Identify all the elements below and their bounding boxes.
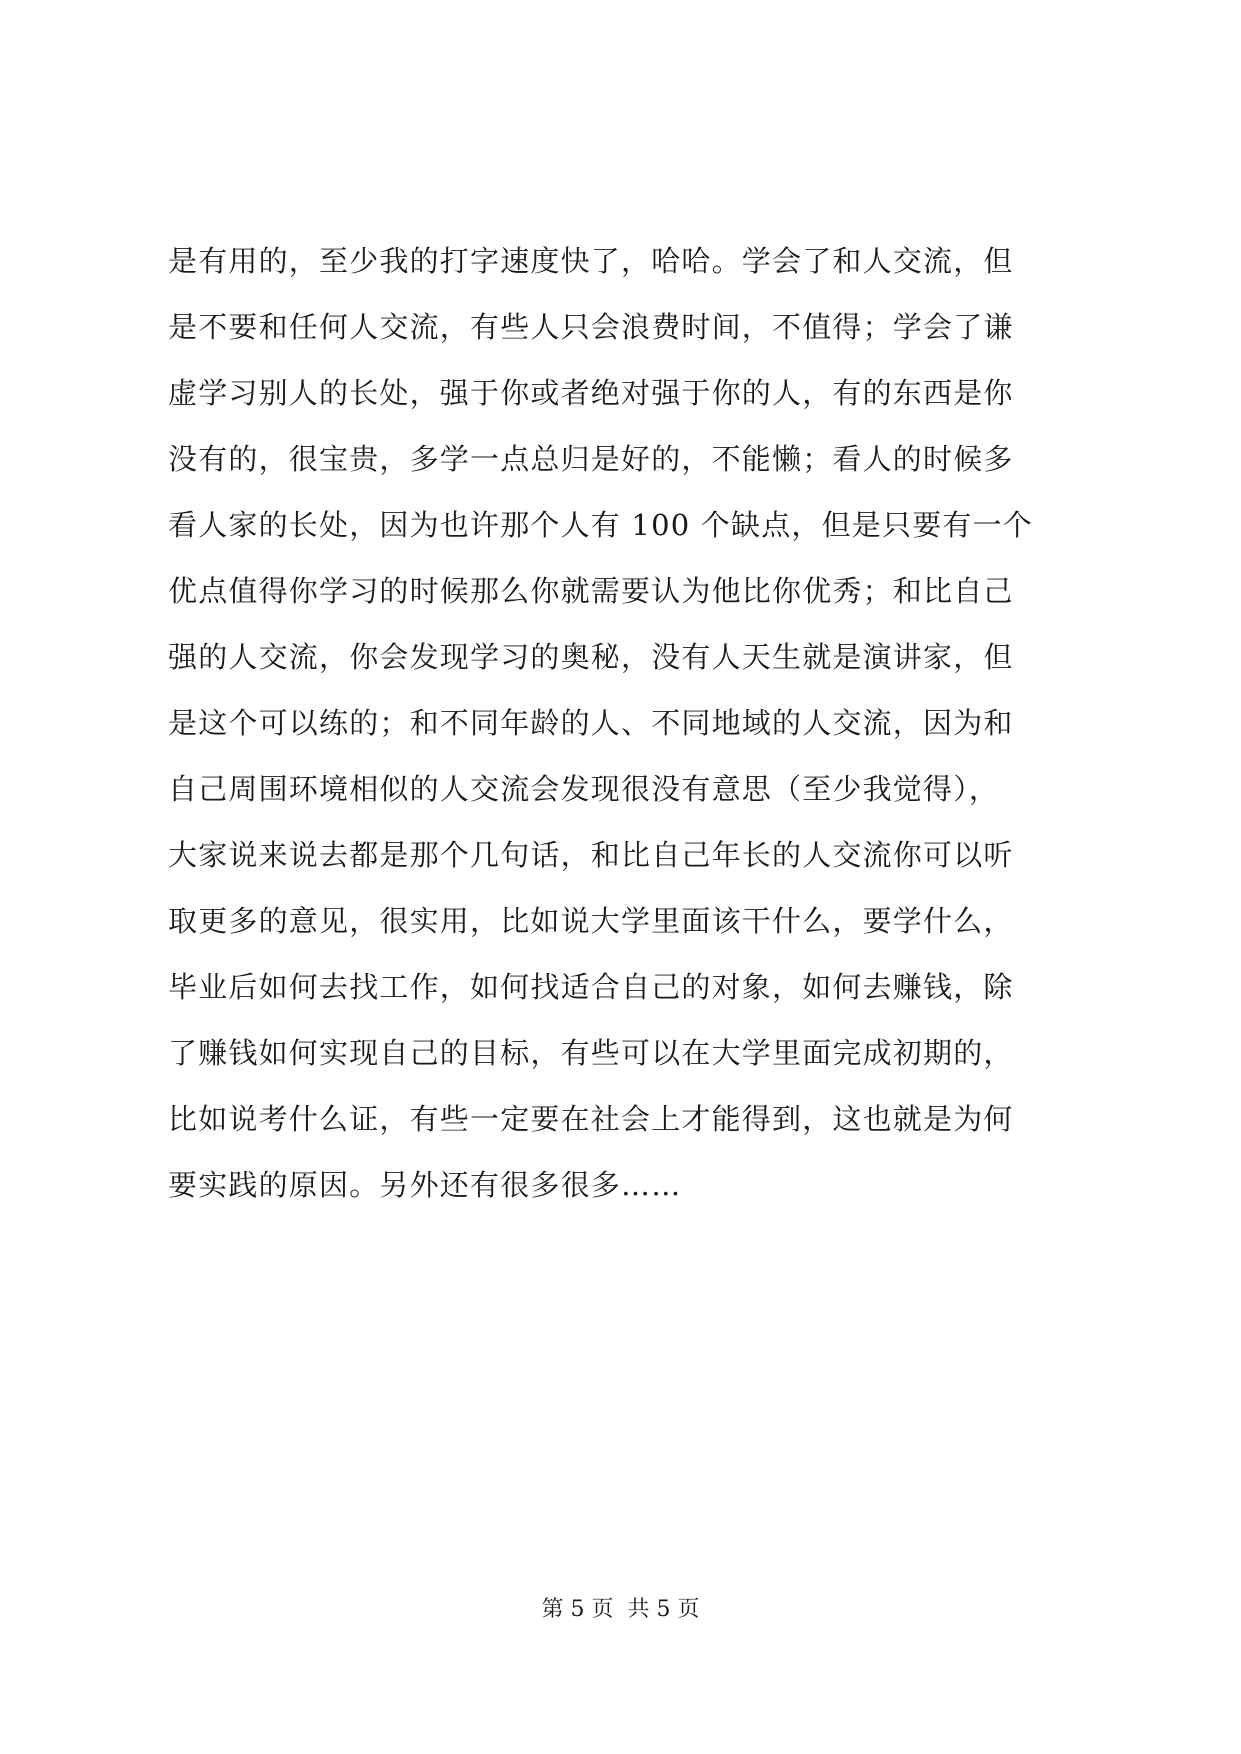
text-line: 是有用的，至少我的打字速度快了，哈哈。学会了和人交流，但 [168,244,1014,278]
text-line: 了赚钱如何实现自己的目标，有些可以在大学里面完成初期的， [168,1036,1014,1070]
text-line: 是这个可以练的；和不同年龄的人、不同地域的人交流，因为和 [168,706,1014,740]
text-line: 没有的，很宝贵，多学一点总归是好的，不能懒；看人的时候多 [168,442,1014,476]
text-line: 大家说来说去都是那个几句话，和比自己年长的人交流你可以听 [168,838,1014,872]
page-footer: 第 5 页 共 5 页 [541,1597,700,1622]
text-line: 优点值得你学习的时候那么你就需要认为他比你优秀；和比自己 [168,574,1014,608]
text-line: 看人家的长处，因为也许那个人有 100 个缺点，但是只要有一个 [168,508,1033,542]
text-line: 比如说考什么证，有些一定要在社会上才能得到，这也就是为何 [168,1102,1014,1136]
text-line: 虚学习别人的长处，强于你或者绝对强于你的人，有的东西是你 [168,376,1014,410]
body-paragraph [168,228,1088,1218]
text-line: 取更多的意见，很实用，比如说大学里面该干什么，要学什么， [168,904,1014,938]
text-line: 自己周围环境相似的人交流会发现很没有意思（至少我觉得）， [168,772,1000,806]
text-line: 要实践的原因。另外还有很多很多…… [168,1168,682,1202]
text-line: 毕业后如何去找工作，如何找适合自己的对象，如何去赚钱，除 [168,970,1014,1004]
text-line: 强的人交流，你会发现学习的奥秘，没有人天生就是演讲家，但 [168,640,1014,674]
text-line: 是不要和任何人交流，有些人只会浪费时间，不值得；学会了谦 [168,310,1014,344]
